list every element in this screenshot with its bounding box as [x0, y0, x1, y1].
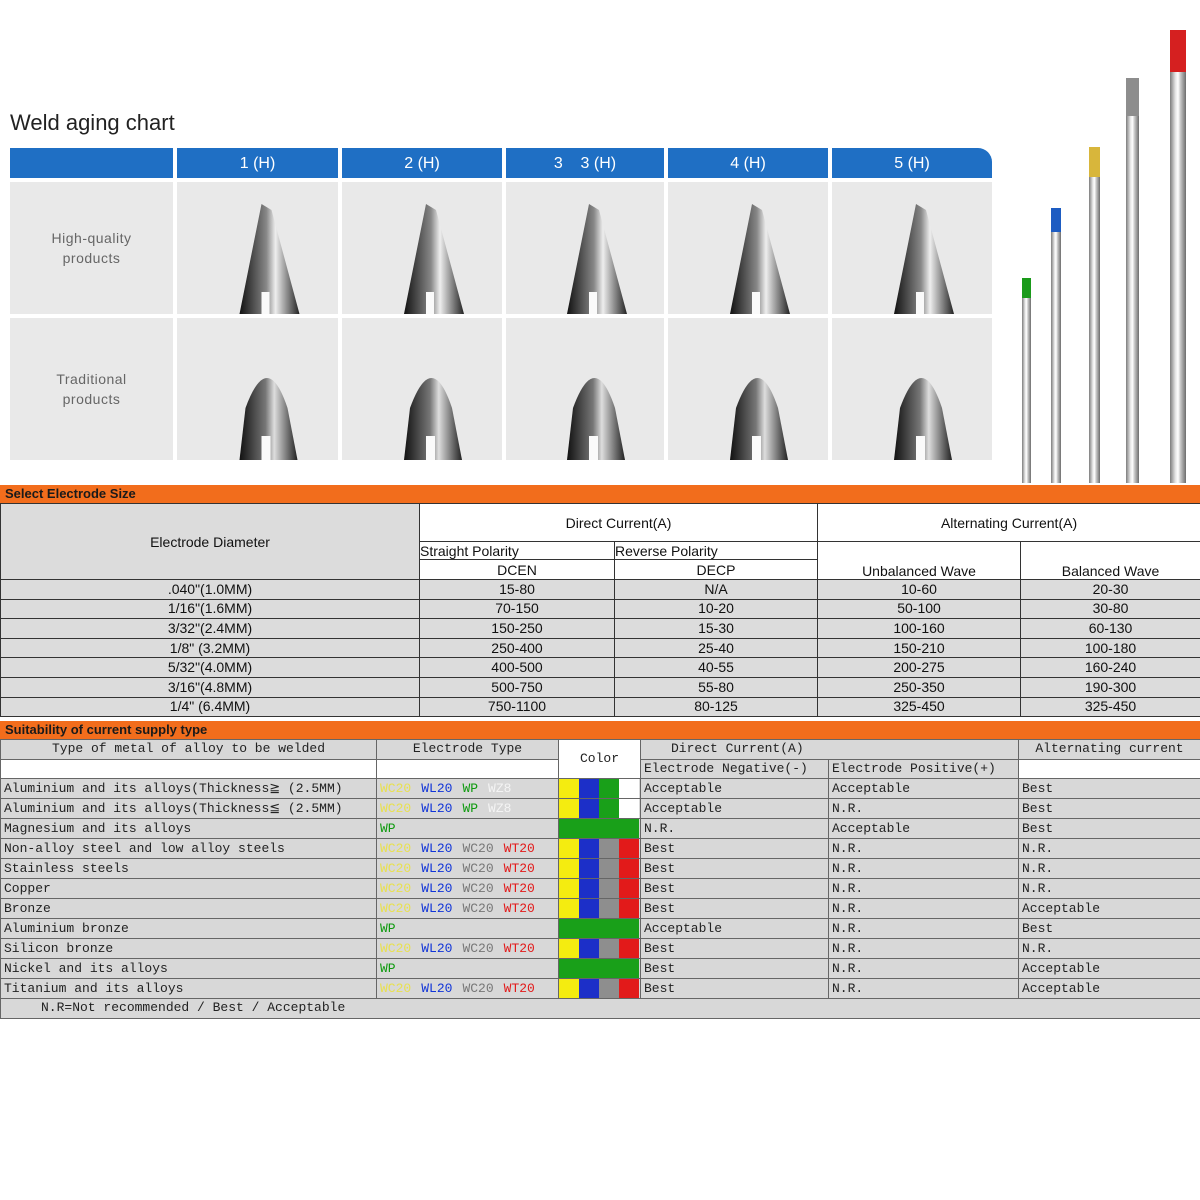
- traditional-tip-5h: [832, 318, 992, 460]
- decp-cell: 15-30: [615, 619, 818, 639]
- diameter-cell: 3/32"(2.4MM): [1, 619, 420, 639]
- electrode-type-cell: [377, 899, 559, 919]
- dcen-cell: 150-250: [420, 619, 615, 639]
- color-swatch: [579, 799, 599, 818]
- pos-cell: N.R.: [829, 859, 1019, 879]
- color-swatch-cell: [559, 939, 641, 959]
- electrode-tag: WL20: [421, 800, 453, 816]
- unbalanced-cell: 150-210: [818, 638, 1021, 658]
- header-electrode-type: Electrode Type: [377, 740, 559, 760]
- electrode-tag: WZ8: [488, 800, 512, 816]
- unbalanced-cell: 200-275: [818, 658, 1021, 678]
- metal-cell: Nickel and its alloys: [1, 959, 377, 979]
- rod-green: [1022, 288, 1031, 483]
- neg-cell: Best: [641, 839, 829, 859]
- color-swatch: [559, 859, 579, 878]
- color-swatch-cell: [559, 799, 641, 819]
- electrode-type-cell: [377, 939, 559, 959]
- metal-cell: Stainless steels: [1, 859, 377, 879]
- diameter-cell: 1/4" (6.4MM): [1, 697, 420, 717]
- dcen-cell: 750-1100: [420, 697, 615, 717]
- color-swatch: [619, 839, 639, 858]
- select-electrode-size-bar: Select Electrode Size: [0, 485, 1200, 503]
- electrode-tag: WC20: [380, 940, 412, 956]
- rod-red-tip: [1170, 30, 1186, 72]
- metal-cell: Non-alloy steel and low alloy steels: [1, 839, 377, 859]
- electrode-tag: WL20: [421, 940, 453, 956]
- color-swatch: [579, 899, 599, 918]
- header-balanced-wave: Balanced Wave: [1021, 542, 1200, 580]
- unbalanced-cell: 325-450: [818, 697, 1021, 717]
- pos-cell: Acceptable: [829, 779, 1019, 799]
- rod-gray: [1126, 90, 1139, 483]
- electrode-tag: WL20: [421, 880, 453, 896]
- aging-chart-title: Weld aging chart: [10, 110, 175, 135]
- neg-cell: Best: [641, 979, 829, 999]
- color-swatch: [599, 779, 619, 798]
- color-swatch: [559, 899, 579, 918]
- metal-cell: Bronze: [1, 899, 377, 919]
- color-swatch: [599, 839, 619, 858]
- color-swatch: [599, 919, 619, 938]
- color-swatch: [559, 839, 579, 858]
- balanced-cell: 190-300: [1021, 677, 1200, 697]
- balanced-cell: 20-30: [1021, 580, 1200, 600]
- ac-cell: Acceptable: [1019, 979, 1200, 999]
- unbalanced-cell: 250-350: [818, 677, 1021, 697]
- header-electrode-negative: Electrode Negative(-): [641, 759, 829, 779]
- rod-gold: [1089, 160, 1100, 483]
- suitability-row: [1, 959, 1200, 979]
- pos-cell: N.R.: [829, 899, 1019, 919]
- pos-cell: N.R.: [829, 839, 1019, 859]
- row-label-traditional: Traditional products: [10, 318, 173, 460]
- balanced-cell: 160-240: [1021, 658, 1200, 678]
- color-swatch-cell: [559, 839, 641, 859]
- neg-cell: N.R.: [641, 819, 829, 839]
- color-swatch: [619, 939, 639, 958]
- electrode-tag: WC20: [462, 860, 494, 876]
- decp-cell: 80-125: [615, 697, 818, 717]
- color-swatch: [599, 959, 619, 978]
- neg-cell: Best: [641, 939, 829, 959]
- metal-cell: Magnesium and its alloys: [1, 819, 377, 839]
- rod-green-tip: [1022, 278, 1031, 298]
- header-metal-type: Type of metal of alloy to be welded: [1, 740, 377, 760]
- rod-blue: [1051, 218, 1061, 483]
- color-swatch: [599, 859, 619, 878]
- metal-cell: Aluminium and its alloys(Thickness≦ (2.5MM): [1, 799, 377, 819]
- ac-cell: Acceptable: [1019, 959, 1200, 979]
- color-swatch: [619, 979, 639, 998]
- rod-red: [1170, 40, 1186, 483]
- header-blank-electrode: [377, 759, 559, 779]
- size-row: [1, 619, 1200, 639]
- metal-cell: Silicon bronze: [1, 939, 377, 959]
- color-swatch: [599, 939, 619, 958]
- color-swatch-cell: [559, 979, 641, 999]
- ac-cell: N.R.: [1019, 879, 1200, 899]
- electrode-type-cell: [377, 839, 559, 859]
- neg-cell: Best: [641, 899, 829, 919]
- header-alternating-current: Alternating Current(A): [818, 504, 1200, 542]
- electrode-size-table: [0, 503, 1200, 717]
- color-swatch: [619, 919, 639, 938]
- aging-header-3h: 3 3 (H): [506, 148, 664, 178]
- balanced-cell: 30-80: [1021, 599, 1200, 619]
- color-swatch: [599, 819, 619, 838]
- header-reverse-polarity: Reverse Polarity: [615, 542, 818, 560]
- color-swatch: [619, 879, 639, 898]
- dcen-cell: 70-150: [420, 599, 615, 619]
- electrode-tag: WT20: [503, 940, 535, 956]
- color-swatch: [579, 919, 599, 938]
- ac-cell: Acceptable: [1019, 899, 1200, 919]
- suitability-row: [1, 859, 1200, 879]
- color-swatch-cell: [559, 779, 641, 799]
- color-swatch: [619, 799, 639, 818]
- color-swatch: [559, 819, 579, 838]
- electrode-tag: WC20: [380, 980, 412, 996]
- ac-cell: Best: [1019, 799, 1200, 819]
- metal-cell: Aluminium bronze: [1, 919, 377, 939]
- ac-cell: Best: [1019, 919, 1200, 939]
- electrode-tag: WC20: [462, 840, 494, 856]
- aging-header-5h: 5 (H): [832, 148, 992, 178]
- aging-header-4h: 4 (H): [668, 148, 828, 178]
- electrode-tag: WP: [462, 800, 479, 816]
- neg-cell: Best: [641, 879, 829, 899]
- electrode-type-cell: [377, 979, 559, 999]
- decp-cell: 55-80: [615, 677, 818, 697]
- electrode-type-cell: [377, 779, 559, 799]
- electrode-tag: WT20: [503, 860, 535, 876]
- electrode-tag: WP: [380, 820, 396, 836]
- diameter-cell: 1/16"(1.6MM): [1, 599, 420, 619]
- color-swatch-cell: [559, 819, 641, 839]
- electrode-type-cell: [377, 959, 559, 979]
- pos-cell: N.R.: [829, 939, 1019, 959]
- header-alternating-current: Alternating current: [1019, 740, 1200, 760]
- dcen-cell: 500-750: [420, 677, 615, 697]
- size-row: [1, 658, 1200, 678]
- suitability-row: [1, 919, 1200, 939]
- electrode-type-cell: [377, 819, 559, 839]
- neg-cell: Acceptable: [641, 799, 829, 819]
- electrode-tag: WT20: [503, 840, 535, 856]
- size-row: [1, 580, 1200, 600]
- color-swatch: [579, 959, 599, 978]
- suitability-row: [1, 779, 1200, 799]
- aging-header-2h: 2 (H): [342, 148, 502, 178]
- unbalanced-cell: 10-60: [818, 580, 1021, 600]
- color-swatch-cell: [559, 919, 641, 939]
- electrode-rods-image: [1010, 20, 1200, 485]
- electrode-tag: WL20: [421, 980, 453, 996]
- neg-cell: Best: [641, 959, 829, 979]
- electrode-tag: WP: [380, 960, 396, 976]
- pos-cell: N.R.: [829, 959, 1019, 979]
- header-blank-ac: [1019, 759, 1200, 779]
- electrode-tag: WC20: [380, 900, 412, 916]
- color-swatch: [559, 879, 579, 898]
- diameter-cell: 3/16"(4.8MM): [1, 677, 420, 697]
- header-unbalanced-wave: Unbalanced Wave: [818, 542, 1021, 580]
- color-swatch: [619, 819, 639, 838]
- color-swatch: [619, 779, 639, 798]
- color-swatch: [579, 839, 599, 858]
- high-quality-tip-4h: [668, 182, 828, 314]
- high-quality-tip-5h: [832, 182, 992, 314]
- color-swatch: [559, 979, 579, 998]
- color-swatch-cell: [559, 879, 641, 899]
- ac-cell: Best: [1019, 779, 1200, 799]
- header-electrode-diameter: Electrode Diameter: [1, 504, 420, 580]
- color-swatch: [579, 939, 599, 958]
- dcen-cell: 400-500: [420, 658, 615, 678]
- metal-cell: Titanium and its alloys: [1, 979, 377, 999]
- pos-cell: Acceptable: [829, 819, 1019, 839]
- electrode-tag: WC20: [462, 900, 494, 916]
- neg-cell: Best: [641, 859, 829, 879]
- traditional-tip-1h: [177, 318, 338, 460]
- dcen-cell: 15-80: [420, 580, 615, 600]
- decp-cell: 25-40: [615, 638, 818, 658]
- header-direct-current: Direct Current(A): [641, 740, 1019, 760]
- unbalanced-cell: 100-160: [818, 619, 1021, 639]
- rod-blue-tip: [1051, 208, 1061, 232]
- electrode-tag: WC20: [380, 840, 412, 856]
- color-swatch: [599, 979, 619, 998]
- electrode-type-cell: [377, 799, 559, 819]
- traditional-tip-4h: [668, 318, 828, 460]
- suitability-table: [0, 739, 1200, 1019]
- electrode-tag: WZ8: [488, 780, 512, 796]
- electrode-tag: WP: [462, 780, 479, 796]
- color-swatch: [559, 959, 579, 978]
- header-electrode-positive: Electrode Positive(+): [829, 759, 1019, 779]
- electrode-tag: WC20: [380, 880, 412, 896]
- electrode-tag: WT20: [503, 980, 535, 996]
- header-direct-current: Direct Current(A): [420, 504, 818, 542]
- pos-cell: N.R.: [829, 879, 1019, 899]
- ac-cell: N.R.: [1019, 839, 1200, 859]
- color-swatch: [579, 819, 599, 838]
- electrode-tag: WT20: [503, 880, 535, 896]
- neg-cell: Acceptable: [641, 919, 829, 939]
- electrode-tag: WP: [380, 920, 396, 936]
- header-blank-metal: [1, 759, 377, 779]
- pos-cell: N.R.: [829, 799, 1019, 819]
- unbalanced-cell: 50-100: [818, 599, 1021, 619]
- electrode-tag: WC20: [380, 860, 412, 876]
- electrode-tag: WC20: [462, 980, 494, 996]
- color-swatch-cell: [559, 859, 641, 879]
- electrode-tag: WC20: [380, 800, 412, 816]
- electrode-tag: WC20: [380, 780, 412, 796]
- aging-header-1h: 1 (H): [177, 148, 338, 178]
- size-row: [1, 697, 1200, 717]
- size-row: [1, 638, 1200, 658]
- electrode-tag: WC20: [462, 940, 494, 956]
- electrode-tag: WL20: [421, 900, 453, 916]
- color-swatch-cell: [559, 899, 641, 919]
- high-quality-tip-3h: [506, 182, 664, 314]
- suitability-row: [1, 939, 1200, 959]
- suitability-row: [1, 979, 1200, 999]
- color-swatch: [599, 879, 619, 898]
- decp-cell: 10-20: [615, 599, 818, 619]
- electrode-type-cell: [377, 879, 559, 899]
- ac-cell: Best: [1019, 819, 1200, 839]
- ac-cell: N.R.: [1019, 939, 1200, 959]
- electrode-tag: WT20: [503, 900, 535, 916]
- rod-gold-tip: [1089, 147, 1100, 177]
- footnote: N.R=Not recommended / Best / Acceptable: [1, 999, 1200, 1019]
- suitability-row: [1, 799, 1200, 819]
- color-swatch: [559, 779, 579, 798]
- pos-cell: N.R.: [829, 979, 1019, 999]
- balanced-cell: 325-450: [1021, 697, 1200, 717]
- rod-gray-tip: [1126, 78, 1139, 116]
- electrode-tag: WL20: [421, 860, 453, 876]
- electrode-tag: WL20: [421, 840, 453, 856]
- ac-cell: N.R.: [1019, 859, 1200, 879]
- color-swatch: [579, 859, 599, 878]
- size-row: [1, 677, 1200, 697]
- suitability-row: [1, 879, 1200, 899]
- suitability-row: [1, 819, 1200, 839]
- header-decp: DECP: [615, 560, 818, 580]
- traditional-tip-3h: [506, 318, 664, 460]
- neg-cell: Acceptable: [641, 779, 829, 799]
- balanced-cell: 100-180: [1021, 638, 1200, 658]
- diameter-cell: 5/32"(4.0MM): [1, 658, 420, 678]
- high-quality-tip-2h: [342, 182, 502, 314]
- color-swatch: [579, 879, 599, 898]
- color-swatch: [619, 859, 639, 878]
- suitability-bar: Suitability of current supply type: [0, 721, 1200, 739]
- electrode-tag: WL20: [421, 780, 453, 796]
- color-swatch: [599, 799, 619, 818]
- electrode-type-cell: [377, 919, 559, 939]
- electrode-tag: WC20: [462, 880, 494, 896]
- metal-cell: Aluminium and its alloys(Thickness≧ (2.5MM): [1, 779, 377, 799]
- diameter-cell: 1/8" (3.2MM): [1, 638, 420, 658]
- high-quality-tip-1h: [177, 182, 338, 314]
- row-label-high-quality: High-quality products: [10, 182, 173, 314]
- electrode-type-cell: [377, 859, 559, 879]
- color-swatch: [619, 899, 639, 918]
- header-straight-polarity: Straight Polarity: [420, 542, 615, 560]
- traditional-tip-2h: [342, 318, 502, 460]
- color-swatch-cell: [559, 959, 641, 979]
- header-dcen: DCEN: [420, 560, 615, 580]
- diameter-cell: .040"(1.0MM): [1, 580, 420, 600]
- color-swatch: [559, 799, 579, 818]
- size-row: [1, 599, 1200, 619]
- pos-cell: N.R.: [829, 919, 1019, 939]
- color-swatch: [559, 939, 579, 958]
- header-color: Color: [559, 740, 641, 779]
- decp-cell: 40-55: [615, 658, 818, 678]
- suitability-row: [1, 839, 1200, 859]
- balanced-cell: 60-130: [1021, 619, 1200, 639]
- color-swatch: [579, 979, 599, 998]
- color-swatch: [599, 899, 619, 918]
- aging-grid: [10, 148, 992, 460]
- decp-cell: N/A: [615, 580, 818, 600]
- suitability-row: [1, 899, 1200, 919]
- aging-header-blank: [10, 148, 173, 178]
- color-swatch: [619, 959, 639, 978]
- dcen-cell: 250-400: [420, 638, 615, 658]
- color-swatch: [559, 919, 579, 938]
- metal-cell: Copper: [1, 879, 377, 899]
- color-swatch: [579, 779, 599, 798]
